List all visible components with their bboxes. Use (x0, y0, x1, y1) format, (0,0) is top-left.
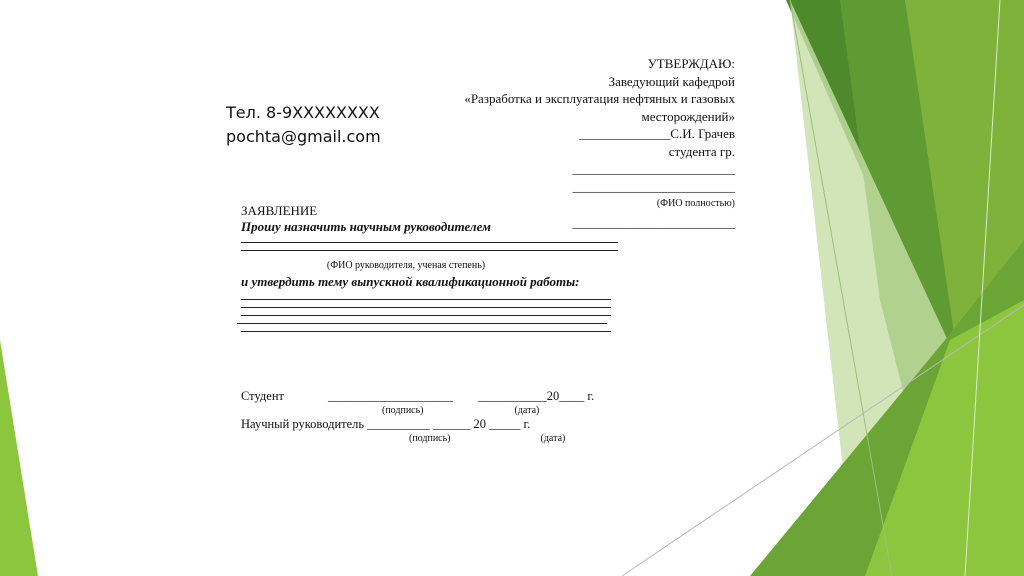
topic-blank-2 (241, 307, 611, 308)
topic-blank-5 (241, 331, 611, 332)
approve-blank-2: _________________________ (572, 178, 735, 194)
topic-blank-3 (241, 315, 611, 316)
left-green-wedge (0, 340, 38, 576)
approve-title: УТВЕРЖДАЮ: (647, 56, 735, 71)
approve-blank-3: _________________________ (572, 214, 735, 230)
approve-student-group: студента гр. (668, 143, 735, 159)
supervisor-caption: (ФИО руководителя, ученая степень) (326, 260, 486, 271)
student-captions: (подпись) (дата) (382, 405, 540, 416)
topic-blank-1 (241, 299, 611, 300)
signature-block (241, 389, 594, 444)
statement-heading: ЗАЯВЛЕНИЕ (241, 203, 318, 218)
topic-blank-4 (237, 323, 607, 324)
statement-block (241, 203, 641, 339)
request-supervisor-text: Прошу назначить научным руководителем (241, 219, 491, 234)
approve-blank-1: _________________________ (572, 161, 735, 176)
request-topic-text: и утвердить тему выпускной квалификационной работы: (241, 274, 580, 289)
supervisor-blank-2 (241, 250, 618, 251)
student-label: Студент (241, 389, 284, 403)
approve-position: Заведующий кафедрой (608, 73, 735, 89)
approve-fio-caption: (ФИО полностью) (656, 198, 735, 209)
approve-dept-line2: месторождений» (641, 108, 735, 124)
approve-head-line: ______________С.И. Грачев (579, 126, 735, 141)
approve-head-name: С.И. Грачев (670, 126, 735, 141)
approve-dept-line1: «Разработка и эксплуатация нефтяных и газовых (464, 91, 735, 106)
supervisor-label: Научный руководитель (241, 417, 365, 431)
phone-text: Тел. 8-9XXXXXXXX (226, 103, 380, 122)
email-text: pochta@gmail.com (226, 127, 381, 146)
student-sign-row: Студент ____________________ ___________20____ г. (241, 389, 595, 403)
supervisor-blank-1 (241, 242, 618, 243)
supervisor-sign-row: Научный руководитель __________ ______ 20 _____ г. (241, 417, 531, 431)
supervisor-captions: (подпись) (дата) (409, 433, 566, 444)
